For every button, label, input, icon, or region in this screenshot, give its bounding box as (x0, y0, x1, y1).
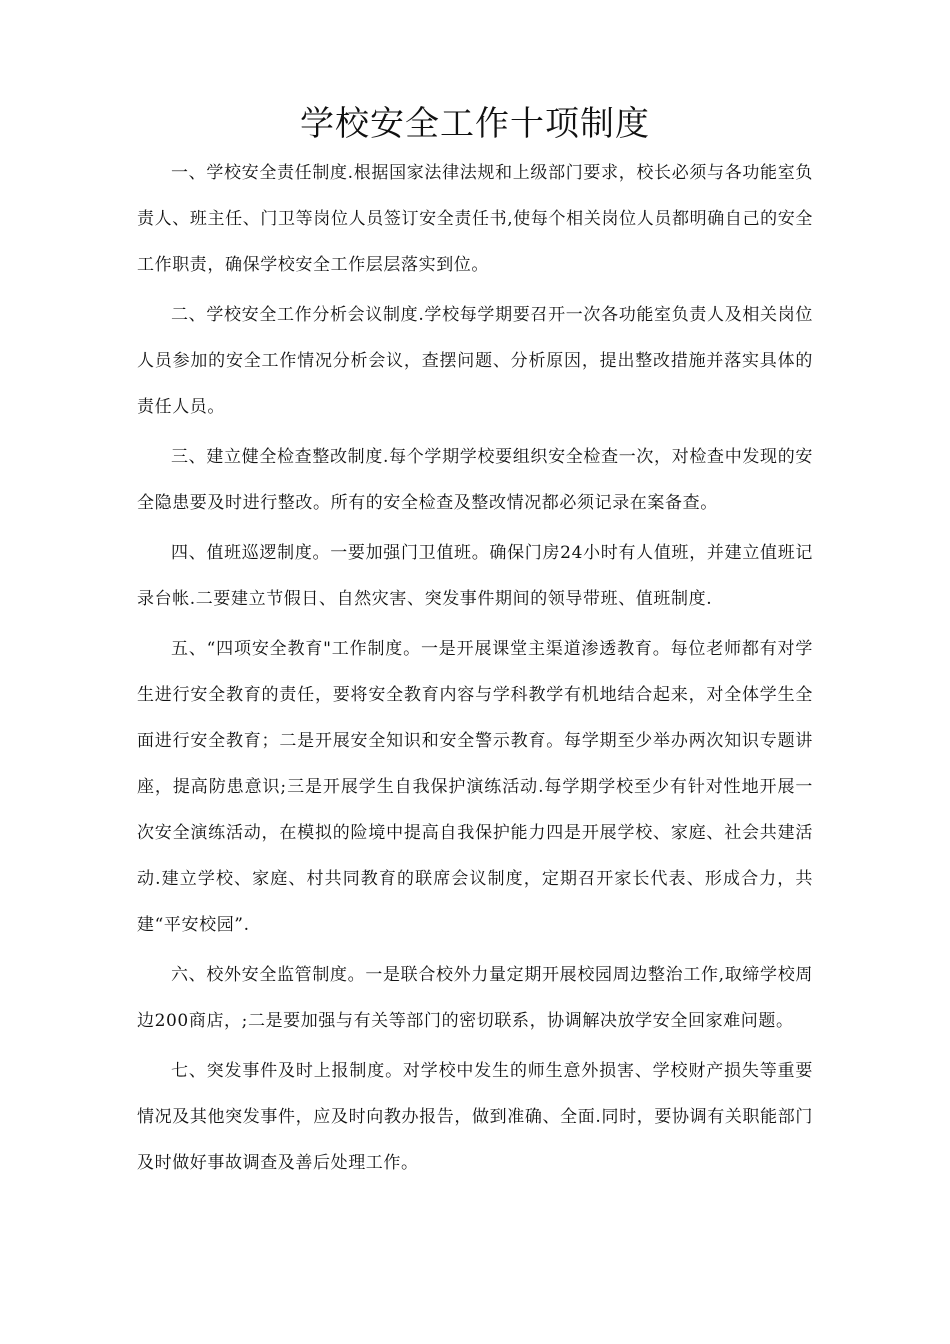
document-body (137, 150, 813, 1190)
page-title: 学校安全工作十项制度 (300, 104, 650, 144)
paragraph-5: 五、“四项安全教育"工作制度。一是开展课堂主渠道渗透教育。每位老师都有对学生进行安全教育的责任，要将安全教育内容与学科教学有机地结合起来，对全体学生全面进行安全教育；二是开展安全知识和安全警示教育。每学期至少举办两次知识专题讲座，提高防患意识;三是开展学生自我保护演练活动.每学期学校至少有针对性地开展一次安全演练活动，在模拟的险境中提高自我保护能力四是开展学校、家庭、社会共建活动.建立学校、家庭、村共同教育的联席会议制度，定期召开家长代表、形成合力，共建“平安校园”. (137, 639, 813, 935)
paragraph-6: 六、校外安全监管制度。一是联合校外力量定期开展校园周边整治工作,取缔学校周边200商店，;二是要加强与有关等部门的密切联系，协调解决放学安全回家难问题。 (137, 965, 813, 1031)
paragraph-2: 二、学校安全工作分析会议制度.学校每学期要召开一次各功能室负责人及相关岗位人员参加的安全工作情况分析会议，查摆问题、分析原因，提出整改措施并落实具体的责任人员。 (137, 305, 813, 417)
paragraph-1: 一、学校安全责任制度.根据国家法律法规和上级部门要求，校长必须与各功能室负责人、班主任、门卫等岗位人员签订安全责任书,使每个相关岗位人员都明确自己的安全工作职责，确保学校安全工作层层落实到位。 (137, 163, 813, 275)
paragraph-7: 七、突发事件及时上报制度。对学校中发生的师生意外损害、学校财产损失等重要情况及其他突发事件，应及时向教办报告，做到准确、全面.同时，要协调有关职能部门及时做好事故调查及善后处理工作。 (137, 1061, 813, 1173)
paragraph-4: 四、值班巡逻制度。一要加强门卫值班。确保门房24小时有人值班，并建立值班记录台帐.二要建立节假日、自然灾害、突发事件期间的领导带班、值班制度. (137, 543, 813, 609)
paragraph-3: 三、建立健全检查整改制度.每个学期学校要组织安全检查一次，对检查中发现的安全隐患要及时进行整改。所有的安全检查及整改情况都必须记录在案备查。 (137, 447, 813, 513)
